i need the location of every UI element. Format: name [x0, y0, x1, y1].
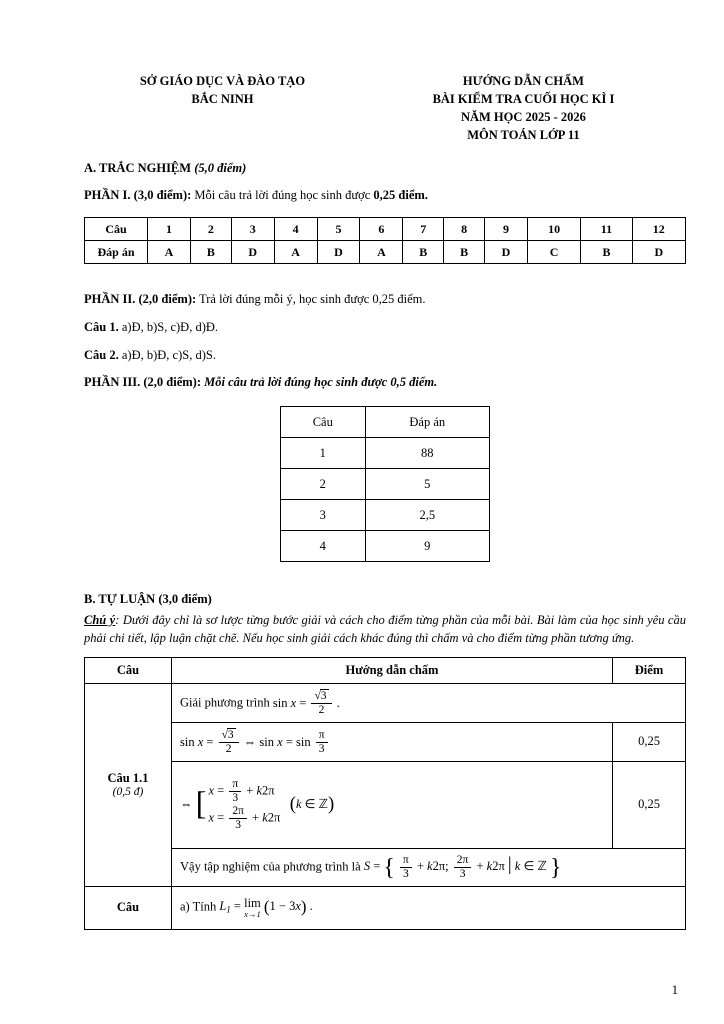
question-number-cell: 11	[581, 218, 632, 241]
solution-header-huongdan: Hướng dẫn chấm	[172, 658, 613, 684]
answer-cell: D	[632, 241, 685, 264]
part3-answer-value: 5	[365, 469, 489, 500]
answer-cell: B	[444, 241, 485, 264]
part2-text: Trả lời đúng mỗi ý, học sinh được 0,25 điểm.	[199, 292, 426, 306]
document-title: HƯỚNG DẪN CHẤM	[462, 74, 584, 88]
answer-cell: A	[274, 241, 317, 264]
part3-table-wrapper	[84, 406, 686, 562]
question-number-cell: 2	[190, 218, 231, 241]
answer-cell: D	[485, 241, 528, 264]
page-number: 1	[671, 983, 678, 997]
part3-question-number: 3	[281, 500, 366, 531]
table-row-header	[85, 658, 686, 684]
solution-header-diem: Điểm	[613, 658, 686, 684]
part2-q2-text: a)Đ, b)Đ, c)S, d)S.	[121, 347, 216, 362]
answer-cell: B	[190, 241, 231, 264]
header-right-block	[361, 72, 686, 145]
table-row	[85, 761, 686, 848]
part1-text: Mỗi câu trả lời đúng học sinh được	[194, 188, 371, 203]
part3-text: Mỗi câu trả lời đúng học sinh được 0,5 điểm.	[204, 375, 438, 390]
table-row-answers	[85, 241, 686, 264]
question-number-cell: 3	[231, 218, 274, 241]
section-b-title: B. TỰ LUẬN (3,0 điểm)	[84, 592, 212, 606]
part3-header-dapan: Đáp án	[365, 407, 489, 438]
step-1-equation: sin x = $\frac{√3}{2}$ ⇔ sin x = sin $\frac{\pi}{3}$	[180, 735, 330, 749]
part1-heading	[84, 186, 686, 205]
solution-score-1: 0,25	[613, 723, 686, 762]
answer-cell: B	[403, 241, 444, 264]
note-label: Chú ý	[84, 613, 116, 627]
table-row	[85, 886, 686, 929]
solution-problem-statement	[172, 684, 686, 723]
solution-score-2: 0,25	[613, 761, 686, 848]
answer-cell: C	[527, 241, 580, 264]
answer-cell: D	[231, 241, 274, 264]
part2-q1-text: a)Đ, b)S, c)Đ, d)Đ.	[121, 319, 219, 334]
part2-q1-label: Câu 1.	[84, 319, 119, 334]
table-row	[281, 469, 490, 500]
step-2-equation: ⇔ [ x = $\frac{\pi}{3}$ + k2π x = $\frac{2\pi}{3}$ + k2π (k ∈ ℤ)	[180, 778, 335, 831]
conclusion-equation: S = { $\frac{\pi}{3}$ + k2π; $\frac{2\pi}{3}$ + k2π | k ∈ ℤ }	[363, 853, 562, 882]
table-row	[85, 848, 686, 886]
table-row	[281, 407, 490, 438]
part2-q2-label: Câu 2.	[84, 347, 119, 362]
section-a-title: A. TRẮC NGHIỆM	[84, 160, 192, 175]
answer-cell: A	[148, 241, 191, 264]
document-content	[84, 72, 686, 930]
question-number-cell: 1	[148, 218, 191, 241]
part3-label: PHẦN III. (2,0 điểm):	[84, 375, 202, 390]
part1-label: PHẦN I. (3,0 điểm):	[84, 188, 192, 203]
table-row	[85, 684, 686, 723]
solution-next-problem	[172, 886, 686, 929]
solution-step-1	[172, 723, 613, 762]
question-number-cell: 10	[527, 218, 580, 241]
department-line-2: BẮC NINH	[191, 92, 254, 107]
part2-question-1	[84, 318, 686, 337]
part3-heading	[84, 373, 686, 392]
part2-heading	[84, 290, 686, 309]
conclusion-prefix: Vậy tập nghiệm của phương trình là	[180, 859, 361, 874]
problem-equation: sin x = $\frac{√3}{2}$ .	[272, 690, 340, 717]
question-number-cell: 5	[317, 218, 360, 241]
answer-table-row-head-cau: Câu	[85, 218, 148, 241]
part3-answer-table	[280, 406, 490, 562]
answer-cell: B	[581, 241, 632, 264]
answer-table-row-head-dapan: Đáp án	[85, 241, 148, 264]
part3-question-number: 4	[281, 531, 366, 562]
part1-score: 0,25 điểm.	[373, 188, 428, 203]
part3-answer-value: 9	[365, 531, 489, 562]
school-year: NĂM HỌC 2025 - 2026	[460, 110, 586, 125]
section-a-heading	[84, 159, 686, 178]
question-number-cell: 12	[632, 218, 685, 241]
solution-conclusion	[172, 848, 686, 886]
question-number-cell: 9	[485, 218, 528, 241]
part3-answer-value: 88	[365, 438, 489, 469]
subject-grade: MÔN TOÁN LỚP 11	[467, 128, 580, 143]
cau-label: Câu 1.1	[107, 771, 149, 786]
solution-cau-label-cell-2: Câu	[85, 886, 172, 929]
table-row	[281, 531, 490, 562]
part2-label: PHẦN II. (2,0 điểm):	[84, 292, 197, 306]
header-left-block	[84, 72, 361, 145]
problem-prefix: Giải phương trình	[180, 695, 270, 710]
solution-cau-label-cell	[85, 684, 172, 886]
note-text: : Dưới đây chỉ là sơ lược từng bước giải và cách cho điểm từng phần của mỗi bài. Bài làm của học sinh yêu cầu phải chi tiết, lập luận chặt chẽ. Nếu học sinh giải cách khác đúng thì chấm và cho điểm từng phần tương ứng.	[84, 613, 686, 646]
question-number-cell: 8	[444, 218, 485, 241]
question-number-cell: 6	[360, 218, 403, 241]
table-row	[281, 438, 490, 469]
document-header	[84, 72, 686, 145]
part3-question-number: 1	[281, 438, 366, 469]
part3-header-cau: Câu	[281, 407, 366, 438]
table-row	[281, 500, 490, 531]
part2-question-2	[84, 346, 686, 365]
table-row	[85, 723, 686, 762]
answer-key-table	[84, 217, 686, 264]
solution-step-2	[172, 761, 613, 848]
department-line-1: SỞ GIÁO DỤC VÀ ĐÀO TẠO	[139, 74, 306, 88]
next-problem-prefix: a) Tính	[180, 899, 217, 914]
solution-header-cau: Câu	[85, 658, 172, 684]
answer-cell: A	[360, 241, 403, 264]
answer-cell: D	[317, 241, 360, 264]
section-a-title-note: (5,0 điểm)	[194, 160, 247, 175]
section-b-note	[84, 611, 686, 647]
table-row-questions	[85, 218, 686, 241]
solution-table	[84, 657, 686, 929]
part3-question-number: 2	[281, 469, 366, 500]
exam-title: BÀI KIỂM TRA CUỐI HỌC KÌ I	[432, 92, 615, 107]
next-problem-equation: $L_1$ = lim x→1 (1 − 3x) .	[219, 896, 313, 919]
question-number-cell: 4	[274, 218, 317, 241]
cau-sub-score: (0,5 đ)	[112, 786, 144, 799]
question-number-cell: 7	[403, 218, 444, 241]
part3-answer-value: 2,5	[365, 500, 489, 531]
